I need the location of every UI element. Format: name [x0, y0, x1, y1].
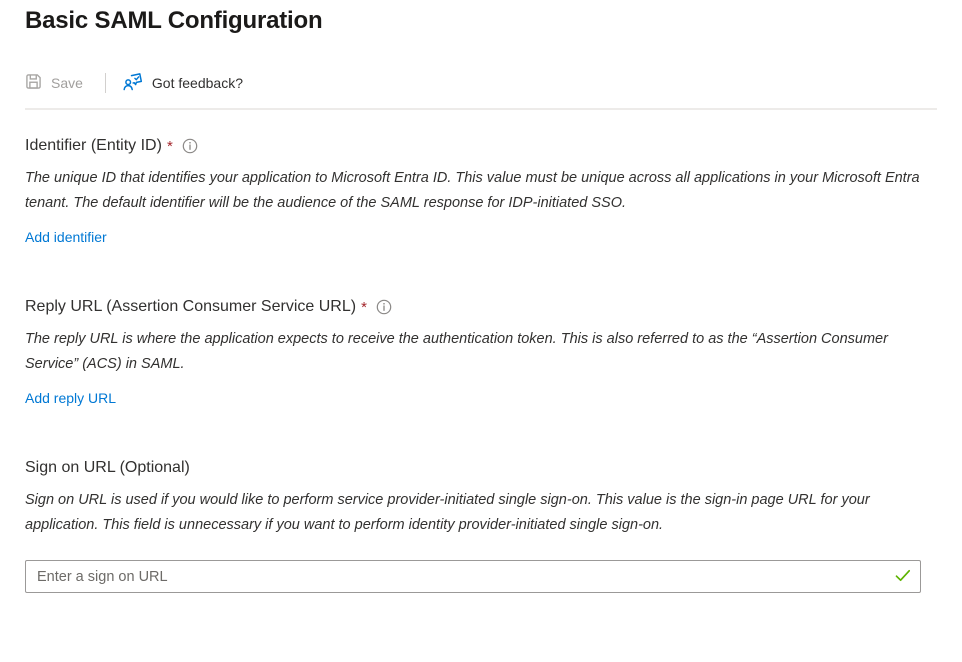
section-heading [25, 298, 937, 316]
sign-on-url-field-wrapper [25, 560, 921, 593]
reply-url-heading-label: Reply URL (Assertion Consumer Service URL) [25, 298, 357, 315]
save-button[interactable] [25, 73, 83, 93]
info-icon[interactable] [376, 299, 392, 315]
save-icon [25, 73, 42, 93]
page-title: Basic SAML Configuration [25, 7, 323, 34]
toolbar-divider [105, 73, 106, 93]
section-sign-on-url [25, 459, 937, 593]
command-bar [25, 71, 937, 95]
sign-on-url-input[interactable] [25, 560, 921, 593]
sign-on-url-description: Sign on URL is used if you would like to perform service provider-initiated single sign-on. This value is the sign-in page URL for your application. This field is unnecessary if you want to perform identity provider-initiated single sign-on. [25, 492, 870, 533]
section-heading [25, 459, 937, 477]
feedback-icon [123, 72, 143, 94]
section-identifier-entity-id [25, 137, 937, 247]
section-heading [25, 137, 937, 155]
required-asterisk: * [166, 137, 173, 155]
section-reply-url [25, 298, 937, 408]
toolbar-separator [25, 108, 937, 110]
required-asterisk: * [361, 298, 367, 316]
add-identifier-link[interactable]: Add identifier [25, 229, 107, 245]
sign-on-url-heading-label: Sign on URL (Optional) [25, 459, 190, 476]
got-feedback-button[interactable] [123, 72, 243, 94]
identifier-heading-label: Identifier (Entity ID) [25, 137, 162, 154]
save-button-label: Save [51, 75, 83, 91]
got-feedback-label: Got feedback? [151, 75, 243, 91]
add-reply-url-link[interactable]: Add reply URL [25, 390, 117, 406]
identifier-description: The unique ID that identifies your application to Microsoft Entra ID. This value must be unique across all applications in your Microsoft Entra tenant. The default identifier will be the audience of the SAML response for IDP-initiated SSO. [25, 170, 920, 211]
info-icon[interactable] [182, 138, 198, 154]
reply-url-description: The reply URL is where the application expects to receive the authentication token. This is also referred to as the “Assertion Consumer Service” (ACS) in SAML. [25, 331, 888, 372]
